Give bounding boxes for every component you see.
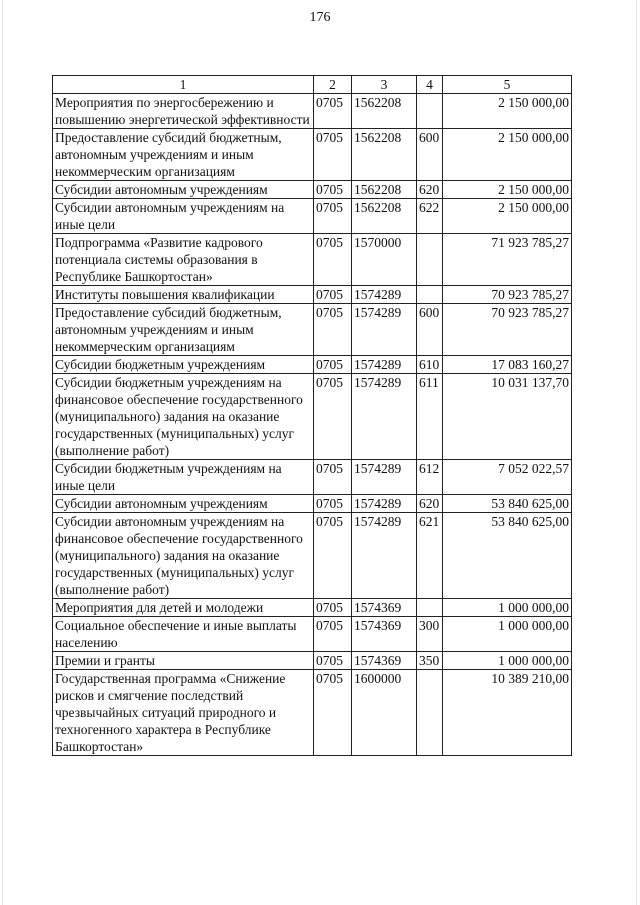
row-article-cell: 1574369 [352, 599, 417, 617]
row-amount-cell: 71 923 785,27 [443, 234, 572, 286]
header-col-3: 3 [352, 76, 417, 94]
header-col-4: 4 [417, 76, 443, 94]
row-article-cell: 1574289 [352, 495, 417, 513]
row-type-cell [417, 286, 443, 304]
table-row [53, 513, 572, 599]
row-article-cell: 1574289 [352, 304, 417, 356]
table-row [53, 304, 572, 356]
row-type-cell: 600 [417, 129, 443, 181]
row-article-cell: 1600000 [352, 670, 417, 756]
row-name-cell: Субсидии бюджетным учреждениям на иные цели [53, 460, 314, 495]
row-type-cell: 620 [417, 181, 443, 199]
table-row [53, 670, 572, 756]
row-article-cell: 1574289 [352, 513, 417, 599]
row-article-cell: 1574289 [352, 460, 417, 495]
row-name-cell: Государственная программа «Снижение рисков и смягчение последствий чрезвычайных ситуаций природного и техногенного характера в Республике Башкортостан» [53, 670, 314, 756]
row-type-cell: 300 [417, 617, 443, 652]
row-type-cell [417, 94, 443, 129]
row-amount-cell: 53 840 625,00 [443, 513, 572, 599]
row-section-cell: 0705 [314, 374, 352, 460]
row-type-cell [417, 234, 443, 286]
table-row [53, 495, 572, 513]
page-number: 176 [309, 10, 331, 25]
row-name-cell: Субсидии бюджетным учреждениям на финансовое обеспечение государственного (муниципального) задания на оказание государственных (муниципальных) услуг (выполнение работ) [53, 374, 314, 460]
row-type-cell: 600 [417, 304, 443, 356]
row-amount-cell: 70 923 785,27 [443, 286, 572, 304]
header-col-2: 2 [314, 76, 352, 94]
row-section-cell: 0705 [314, 670, 352, 756]
row-type-cell [417, 599, 443, 617]
row-section-cell: 0705 [314, 495, 352, 513]
row-amount-cell: 10 031 137,70 [443, 374, 572, 460]
row-amount-cell: 70 923 785,27 [443, 304, 572, 356]
row-section-cell: 0705 [314, 652, 352, 670]
row-section-cell: 0705 [314, 513, 352, 599]
table-row [53, 234, 572, 286]
row-amount-cell: 2 150 000,00 [443, 94, 572, 129]
scan-edge-left [2, 0, 3, 905]
table-row [53, 356, 572, 374]
row-section-cell: 0705 [314, 286, 352, 304]
row-amount-cell: 1 000 000,00 [443, 617, 572, 652]
row-amount-cell: 2 150 000,00 [443, 199, 572, 234]
scan-edge-right [636, 0, 637, 905]
table-row [53, 94, 572, 129]
table-row [53, 129, 572, 181]
row-name-cell: Мероприятия по энергосбережению и повышению энергетической эффективности [53, 94, 314, 129]
row-article-cell: 1574289 [352, 374, 417, 460]
row-amount-cell: 2 150 000,00 [443, 181, 572, 199]
row-section-cell: 0705 [314, 617, 352, 652]
budget-table [52, 75, 572, 756]
row-name-cell: Подпрограмма «Развитие кадрового потенциала системы образования в Республике Башкортостан» [53, 234, 314, 286]
row-name-cell: Социальное обеспечение и иные выплаты населению [53, 617, 314, 652]
row-article-cell: 1570000 [352, 234, 417, 286]
row-name-cell: Субсидии автономным учреждениям [53, 181, 314, 199]
row-section-cell: 0705 [314, 234, 352, 286]
row-type-cell: 620 [417, 495, 443, 513]
row-name-cell: Мероприятия для детей и молодежи [53, 599, 314, 617]
row-section-cell: 0705 [314, 181, 352, 199]
row-type-cell: 621 [417, 513, 443, 599]
row-section-cell: 0705 [314, 199, 352, 234]
row-amount-cell: 2 150 000,00 [443, 129, 572, 181]
row-article-cell: 1562208 [352, 129, 417, 181]
row-article-cell: 1562208 [352, 94, 417, 129]
row-name-cell: Субсидии автономным учреждениям на иные цели [53, 199, 314, 234]
row-article-cell: 1574369 [352, 652, 417, 670]
table-row [53, 286, 572, 304]
row-type-cell: 350 [417, 652, 443, 670]
row-amount-cell: 1 000 000,00 [443, 652, 572, 670]
row-section-cell: 0705 [314, 460, 352, 495]
header-col-1: 1 [53, 76, 314, 94]
row-amount-cell: 17 083 160,27 [443, 356, 572, 374]
table-header-row [53, 76, 572, 94]
row-article-cell: 1562208 [352, 199, 417, 234]
row-type-cell: 612 [417, 460, 443, 495]
row-article-cell: 1574289 [352, 286, 417, 304]
row-type-cell: 610 [417, 356, 443, 374]
row-section-cell: 0705 [314, 129, 352, 181]
table-body [53, 94, 572, 756]
header-col-5: 5 [443, 76, 572, 94]
row-name-cell: Институты повышения квалификации [53, 286, 314, 304]
row-type-cell: 611 [417, 374, 443, 460]
table-row [53, 652, 572, 670]
row-article-cell: 1574369 [352, 617, 417, 652]
row-name-cell: Предоставление субсидий бюджетным, автономным учреждениям и иным некоммерческим организациям [53, 304, 314, 356]
row-name-cell: Субсидии бюджетным учреждениям [53, 356, 314, 374]
row-section-cell: 0705 [314, 356, 352, 374]
row-amount-cell: 1 000 000,00 [443, 599, 572, 617]
row-article-cell: 1574289 [352, 356, 417, 374]
table-row [53, 460, 572, 495]
row-name-cell: Субсидии автономным учреждениям [53, 495, 314, 513]
row-name-cell: Субсидии автономным учреждениям на финансовое обеспечение государственного (муниципального) задания на оказание государственных (муниципальных) услуг (выполнение работ) [53, 513, 314, 599]
table-row [53, 599, 572, 617]
row-amount-cell: 53 840 625,00 [443, 495, 572, 513]
table-row [53, 617, 572, 652]
table-row [53, 374, 572, 460]
row-section-cell: 0705 [314, 94, 352, 129]
table-row [53, 181, 572, 199]
row-amount-cell: 7 052 022,57 [443, 460, 572, 495]
row-article-cell: 1562208 [352, 181, 417, 199]
row-type-cell [417, 670, 443, 756]
row-name-cell: Премии и гранты [53, 652, 314, 670]
table-row [53, 199, 572, 234]
row-name-cell: Предоставление субсидий бюджетным, автономным учреждениям и иным некоммерческим организациям [53, 129, 314, 181]
row-type-cell: 622 [417, 199, 443, 234]
row-section-cell: 0705 [314, 304, 352, 356]
row-section-cell: 0705 [314, 599, 352, 617]
row-amount-cell: 10 389 210,00 [443, 670, 572, 756]
